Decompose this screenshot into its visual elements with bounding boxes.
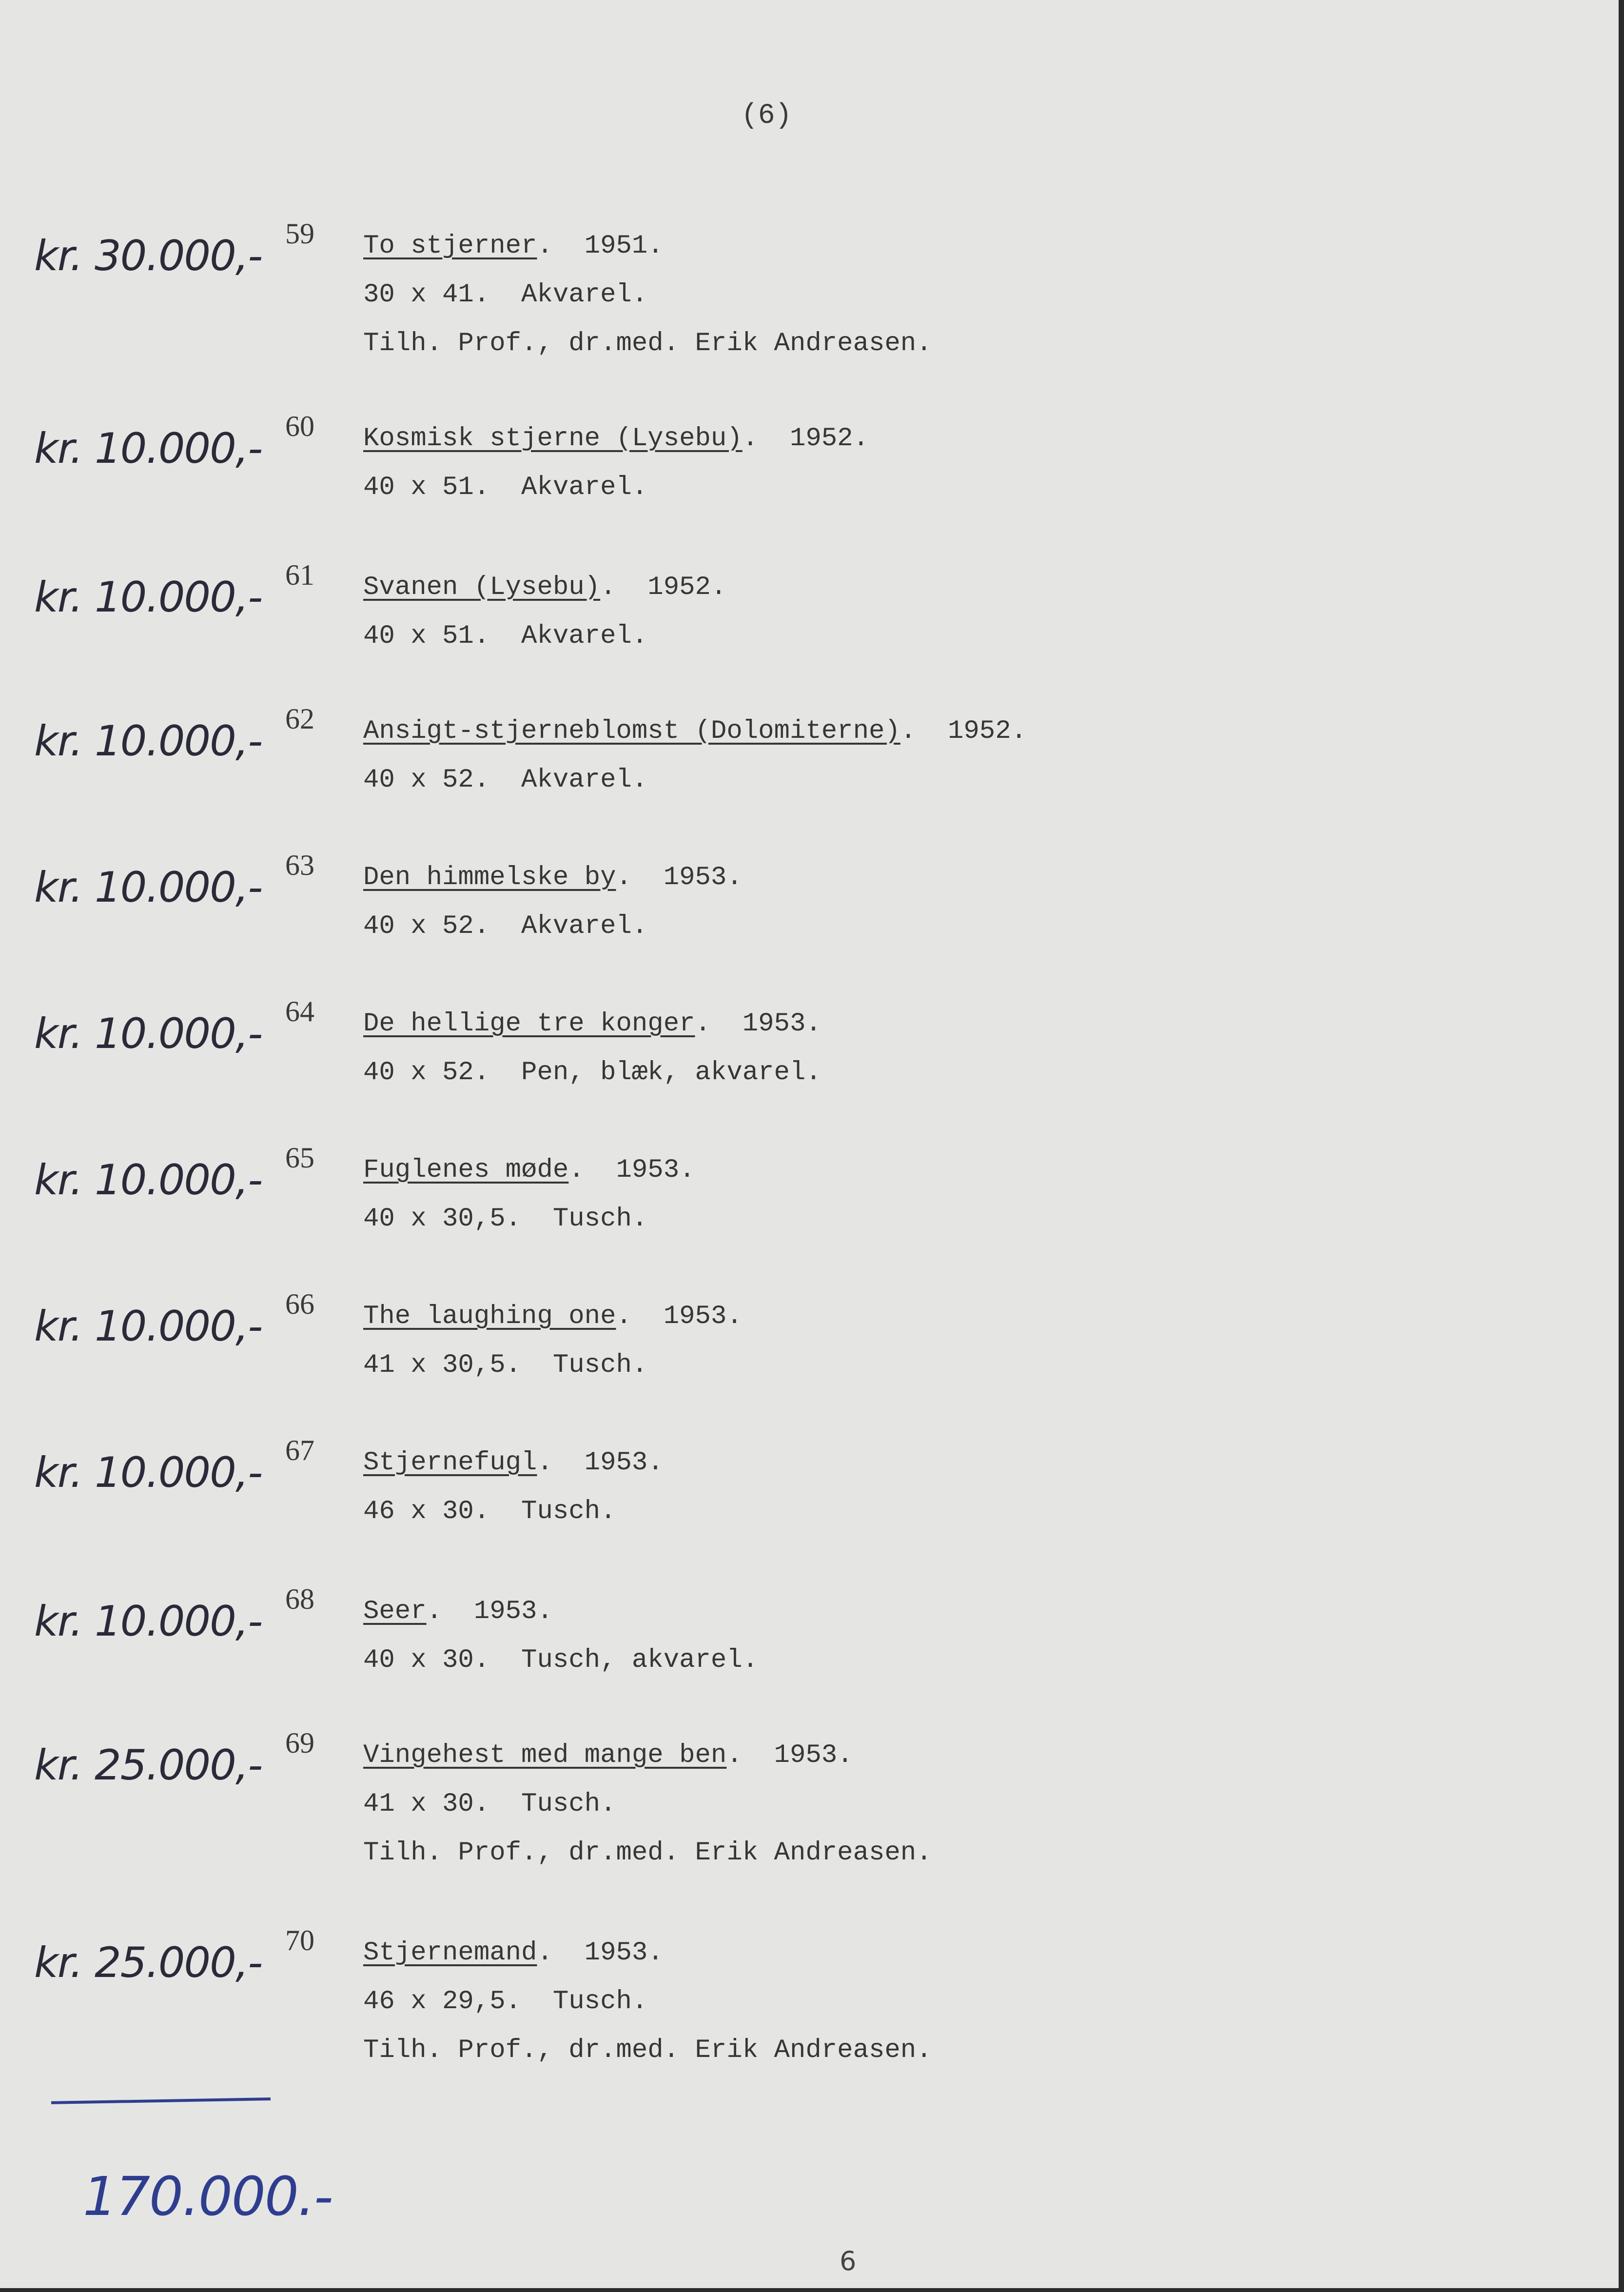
entry-title-line (363, 1439, 664, 1487)
entry-title-line (363, 222, 932, 271)
entry-number: 62 (285, 703, 314, 735)
handwritten-price: kr. 10.000,- (34, 424, 262, 473)
entry-year: . 1952. (900, 716, 1027, 746)
entry-number: 60 (285, 410, 314, 442)
entry-detail: 46 x 29,5. Tusch. (363, 1987, 648, 2016)
entry-text (363, 563, 726, 661)
entry-text (363, 1146, 695, 1244)
entry-number: 70 (285, 1924, 314, 1956)
page-number-top: (6) (741, 100, 792, 132)
entry-title: Den himmelske by (363, 863, 616, 892)
entry-title-line (363, 1292, 743, 1341)
entry-detail: Tilh. Prof., dr.med. Erik Andreasen. (363, 1838, 932, 1868)
entry-number: 66 (285, 1288, 314, 1320)
handwritten-price: kr. 10.000,- (34, 717, 262, 766)
page-number-bottom: 6 (840, 2246, 857, 2276)
entry-title-line (363, 1929, 932, 1977)
entry-text (363, 1292, 743, 1390)
entry-detail: 40 x 51. Akvarel. (363, 473, 648, 502)
entry-year: . 1953. (726, 1740, 853, 1770)
entry-detail: 40 x 52. Akvarel. (363, 765, 648, 795)
entry-number: 64 (285, 995, 314, 1027)
entry-title: To stjerner (363, 231, 537, 261)
entry-number: 69 (285, 1727, 314, 1759)
entry-title: The laughing one (363, 1302, 616, 1331)
entry-detail: 40 x 30. Tusch, akvarel. (363, 1645, 759, 1675)
entry-year: . 1953. (616, 1302, 743, 1331)
entry-text (363, 415, 869, 512)
entry-title-line (363, 853, 743, 902)
handwritten-price: kr. 10.000,- (34, 1156, 262, 1205)
handwritten-total: 170.000.- (83, 2165, 333, 2228)
entry-title-line (363, 707, 1027, 756)
entry-title-line (363, 1000, 822, 1048)
entry-number: 61 (285, 559, 314, 591)
entry-number: 68 (285, 1583, 314, 1615)
entry-title-line (363, 563, 726, 612)
entry-number: 67 (285, 1434, 314, 1466)
entry-detail: 41 x 30,5. Tusch. (363, 1350, 648, 1380)
entry-year: . 1953. (695, 1009, 822, 1039)
entry-title-line (363, 1587, 758, 1636)
entry-text (363, 222, 932, 368)
entry-title: Kosmisk stjerne (Lysebu) (363, 424, 743, 454)
entry-title: Seer (363, 1597, 427, 1626)
entry-text (363, 1439, 664, 1536)
entry-detail: Tilh. Prof., dr.med. Erik Andreasen. (363, 2035, 932, 2065)
entry-detail: 30 x 41. Akvarel. (363, 280, 648, 310)
handwritten-price: kr. 10.000,- (34, 1302, 262, 1351)
entry-number: 65 (285, 1142, 314, 1174)
entry-title: Stjernefugl (363, 1448, 537, 1478)
entry-title: De hellige tre konger (363, 1009, 695, 1039)
entry-detail: 40 x 30,5. Tusch. (363, 1204, 648, 1234)
handwritten-price: kr. 10.000,- (34, 1009, 262, 1058)
entry-year: . 1953. (537, 1448, 664, 1478)
entry-year: . 1953. (537, 1938, 664, 1968)
entry-text (363, 853, 743, 951)
entry-year: . 1951. (537, 231, 664, 261)
entry-text (363, 1929, 932, 2075)
entry-title: Stjernemand (363, 1938, 537, 1968)
entry-detail: 40 x 52. Akvarel. (363, 911, 648, 941)
handwritten-price: kr. 25.000,- (34, 1938, 262, 1987)
entry-title: Fuglenes møde (363, 1155, 569, 1185)
entry-text (363, 1587, 758, 1685)
entry-detail: 40 x 51. Akvarel. (363, 621, 648, 651)
entry-text (363, 1000, 822, 1097)
entry-year: . 1953. (568, 1155, 695, 1185)
handwritten-sum-rule (51, 2097, 271, 2104)
handwritten-price: kr. 10.000,- (34, 1597, 262, 1646)
entry-title-line (363, 1731, 932, 1780)
handwritten-price: kr. 10.000,- (34, 1448, 262, 1497)
entry-detail: 46 x 30. Tusch. (363, 1497, 616, 1526)
entry-number: 63 (285, 849, 314, 881)
entry-detail: Tilh. Prof., dr.med. Erik Andreasen. (363, 329, 932, 358)
entry-number: 59 (285, 217, 314, 250)
entry-text (363, 1731, 932, 1877)
entry-detail: 40 x 52. Pen, blæk, akvarel. (363, 1058, 822, 1087)
entry-year: . 1953. (616, 863, 743, 892)
handwritten-price: kr. 25.000,- (34, 1741, 262, 1790)
entry-title: Ansigt-stjerneblomst (Dolomiterne) (363, 716, 900, 746)
handwritten-price: kr. 10.000,- (34, 863, 262, 912)
entry-title-line (363, 415, 869, 463)
entry-year: . 1952. (742, 424, 869, 454)
handwritten-price: kr. 30.000,- (34, 232, 262, 280)
entry-title-line (363, 1146, 695, 1195)
handwritten-price: kr. 10.000,- (34, 573, 262, 622)
entry-year: . 1953. (426, 1597, 553, 1626)
entry-detail: 41 x 30. Tusch. (363, 1789, 616, 1819)
entry-year: . 1952. (600, 573, 727, 602)
entry-title: Svanen (Lysebu) (363, 573, 601, 602)
entry-title: Vingehest med mange ben (363, 1740, 727, 1770)
entry-text (363, 707, 1027, 805)
